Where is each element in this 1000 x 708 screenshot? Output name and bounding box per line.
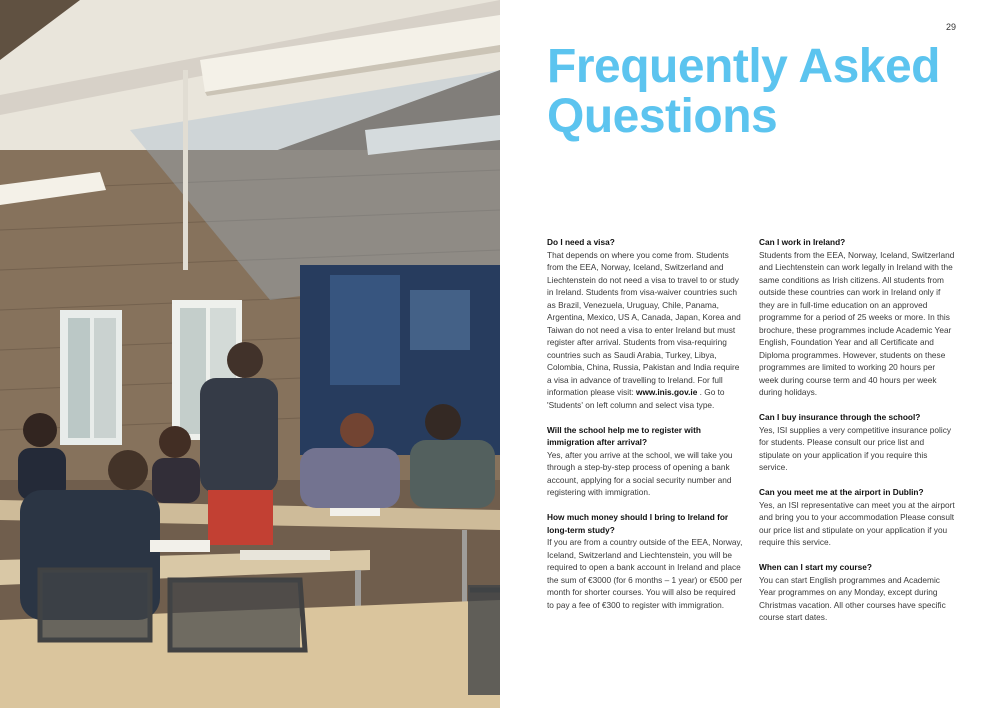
faq-question: Can I buy insurance through the school? [759,412,921,422]
faq-item-start [759,561,955,624]
faq-question: Can you meet me at the airport in Dublin? [759,487,924,497]
faq-item-work [759,236,955,399]
faq-question: When can I start my course? [759,562,872,572]
faq-answer-text: That depends on where you come from. Students from the EEA, Norway, Iceland, Switzerland and Liechtenstein do not need a visa to travel to or study in Ireland. Students from visa-waiver countries such as Brazil, Venezuela, Uruguay, Chile, Panama, Argentina, Mexico, US A, Canada, Japan, Korea and Taiwan do not need a visa to enter Ireland but must register after arrival. Students from visa-requiring countries such as Saudi Arabia, Turkey, Libya, Colombia, China, Russia, Pakistan and India require a visa in advance of travelling to Ireland. For full information please visit: [547,249,741,397]
faq-item-immigration [547,424,743,499]
faq-item-airport [759,486,955,549]
faq-question: Can I work in Ireland? [759,237,846,247]
faq-column-left [547,236,743,624]
faq-item-insurance [759,411,955,474]
faq-answer: Students from the EEA, Norway, Iceland, Switzerland and Liechtenstein can work legally in Ireland with the same conditions as Irish citizens. All students from outside these countries can work in Ireland only if they are in full-time education on an approved programme for a period of 25 weeks or more. In this brochure, these programmes include Academic Year English, Foundation Year and all Certificate and Diploma programmes. However, students on these programmes are limited to working 20 hours per week during course term and 40 hours per week during holidays. [759,249,955,397]
title-line-1: Frequently Asked [547,40,940,93]
page-number: 29 [945,22,956,32]
faq-answer [547,249,743,412]
title-line-2: Questions [547,90,778,143]
faq-answer: You can start English programmes and Academic Year programmes on any Monday, except during Christmas vacation. All other courses have specific course start dates. [759,574,946,622]
faq-answer: If you are from a country outside of the EEA, Norway, Iceland, Switzerland and Liechtenstein, you will be required to open a bank account in Ireland and place the sum of €3000 (for 6 months – 1 year) or €500 per month for shorter courses. You will also be required to pay a fee of €300 to register with immigration. [547,537,743,610]
faq-answer-text-tail: . Go to 'Students' on left column and select visa type. [547,387,725,410]
faq-column-right [759,236,955,636]
faq-question: Do I need a visa? [547,237,615,247]
faq-item-visa [547,236,743,411]
inis-link[interactable]: www.inis.gov.ie [636,387,698,397]
faq-question: Will the school help me to register with immigration after arrival? [547,424,701,447]
faq-answer: Yes, ISI supplies a very competitive insurance policy for students. Please consult our price list and stipulate on your application if you require this service. [759,424,951,472]
faq-item-money [547,511,743,611]
faq-answer: Yes, an ISI representative can meet you at the airport and bring you to your accommodation Please consult our price list and stipulate on your application if you require this service. [759,499,955,547]
page-title [547,42,977,142]
faq-answer: Yes, after you arrive at the school, we will take you through a step-by-step process of opening a bank account, applying for a social security number and registering with immigration. [547,449,733,497]
faq-question: How much money should I bring to Ireland for long-term study? [547,512,729,535]
faq-page [500,0,1000,708]
